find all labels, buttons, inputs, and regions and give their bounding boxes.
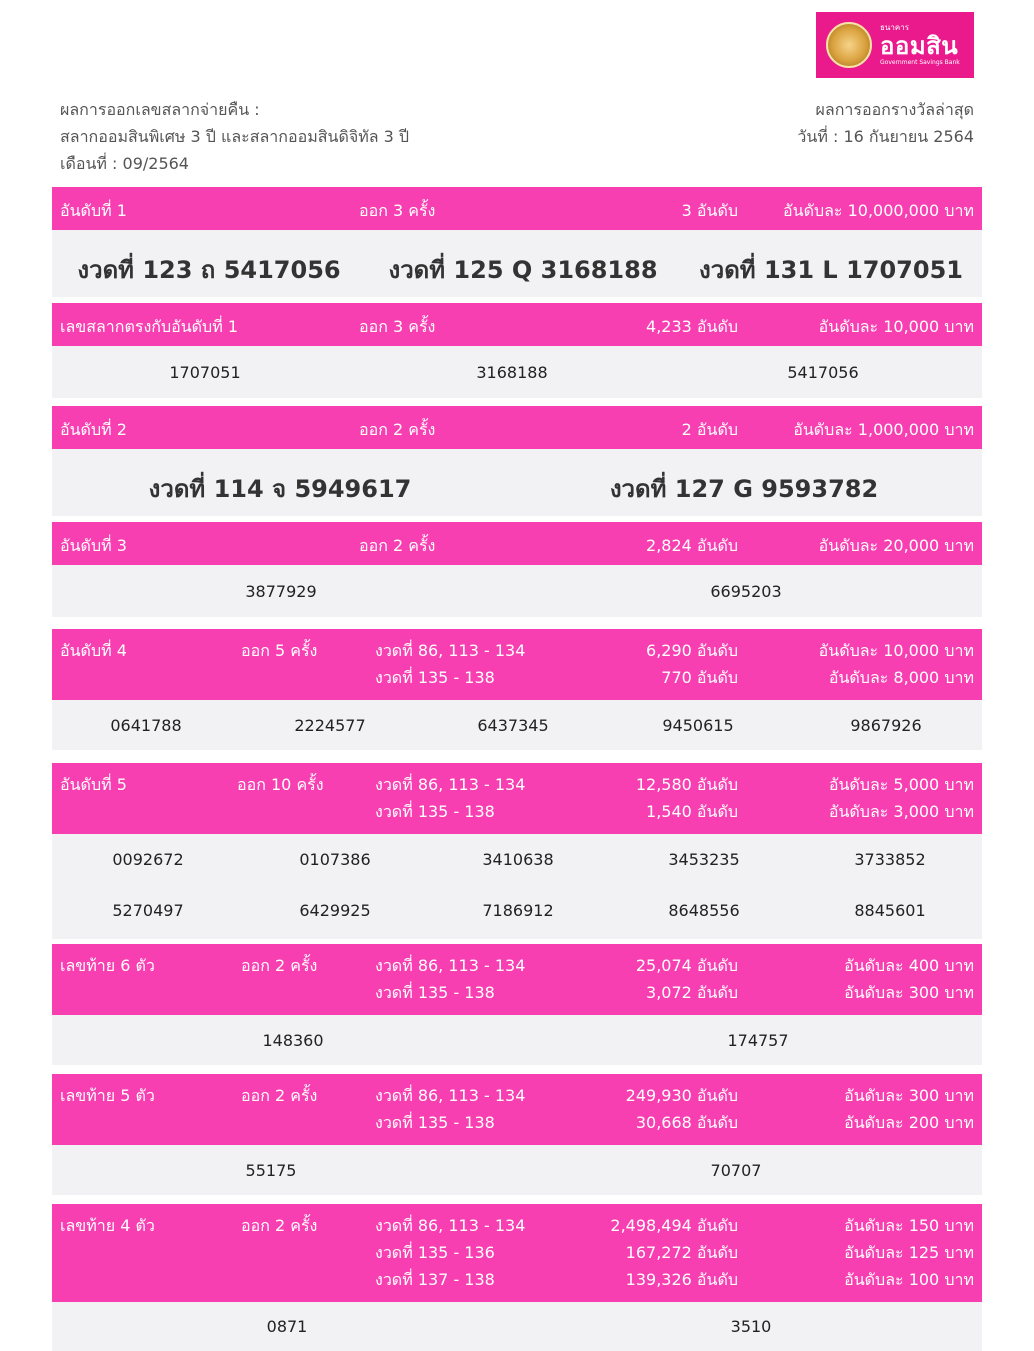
period-line: งวดที่ 137 - 138 [375,1270,495,1289]
count-line: 30,668 อันดับ [635,1113,738,1132]
winning-number: 0641788 [110,716,182,735]
winning-number: งวดที่ 125 Q 3168188 [388,256,658,284]
draw-times: ออก 2 ครั้ง [241,1216,318,1235]
winner-counts [646,637,738,691]
winner-count: 4,233 อันดับ [646,317,738,336]
draw-periods [375,952,525,1006]
last-6-section [52,944,982,1065]
prize-amounts [844,1082,974,1136]
amount-line: อันดับละ 8,000 บาท [828,668,974,687]
amount-line: อันดับละ 150 บาท [844,1216,974,1235]
last-5-section [52,1074,982,1195]
period-line: งวดที่ 135 - 138 [375,802,495,821]
winning-number: 6429925 [299,901,371,920]
winning-number: 55175 [245,1161,297,1180]
draw-times: ออก 2 ครั้ง [359,536,436,555]
prize-amounts [844,1212,974,1293]
prize-2-section [52,406,982,516]
prize-title: อันดับที่ 4 [60,641,127,660]
amount-line: อันดับละ 200 บาท [844,1113,974,1132]
prize-4-numbers [52,700,982,750]
match-1-numbers [52,346,982,398]
prize-4-section [52,629,982,750]
count-line: 2,498,494 อันดับ [610,1216,738,1235]
count-line: 25,074 อันดับ [635,956,738,975]
draw-times: ออก 2 ครั้ง [359,420,436,439]
winning-number: 0092672 [112,850,184,869]
winning-number: 148360 [262,1031,324,1050]
prize-2-header [52,406,982,449]
winning-number: 9450615 [662,716,734,735]
draw-times: ออก 3 ครั้ง [359,201,436,220]
prize-amounts [829,771,974,825]
period-line: งวดที่ 135 - 138 [375,983,495,1002]
logo-english: Government Savings Bank [880,59,960,66]
winning-number: งวดที่ 123 ถ 5417056 [77,256,341,284]
result-info [60,96,409,177]
count-line: 139,326 อันดับ [625,1270,738,1289]
draw-times: ออก 2 ครั้ง [241,956,318,975]
prize-5-header [52,763,982,834]
amount-line: อันดับละ 5,000 บาท [828,775,974,794]
draw-times: ออก 5 ครั้ง [241,641,318,660]
winning-number: 8845601 [854,901,926,920]
draw-periods [375,1082,525,1136]
winning-number: 70707 [710,1161,762,1180]
winning-number: งวดที่ 131 L 1707051 [699,256,963,284]
period-line: งวดที่ 86, 113 - 134 [375,1216,526,1235]
amount-line: อันดับละ 400 บาท [844,956,974,975]
draw-date: วันที่ : 16 กันยายน 2564 [797,127,974,146]
period-line: งวดที่ 86, 113 - 134 [375,775,526,794]
winning-number: 3877929 [245,582,317,601]
draw-month: เดือนที่ : 09/2564 [60,154,189,173]
winning-number: 3410638 [482,850,554,869]
winning-number: 2224577 [294,716,366,735]
winner-counts [626,1082,738,1136]
prize-title: อันดับที่ 1 [60,201,127,220]
prize-3-header [52,522,982,565]
count-line: 1,540 อันดับ [646,802,738,821]
last-6-numbers [52,1015,982,1065]
winning-number: 0107386 [299,850,371,869]
last-4-section [52,1204,982,1351]
draw-times: ออก 10 ครั้ง [237,775,324,794]
prize-5-section [52,763,982,939]
winning-number: 3733852 [854,850,926,869]
match-1-section [52,303,982,398]
logo-small-text: ธนาคาร [880,23,909,32]
prize-amount: อันดับละ 10,000,000 บาท [783,201,974,220]
amount-line: อันดับละ 3,000 บาท [828,802,974,821]
winning-number: งวดที่ 127 G 9593782 [609,475,879,503]
draw-periods [375,1212,525,1293]
winning-number: 174757 [727,1031,789,1050]
period-line: งวดที่ 86, 113 - 134 [375,641,526,660]
amount-line: อันดับละ 10,000 บาท [818,641,974,660]
winning-number: 5270497 [112,901,184,920]
winning-number: 3510 [730,1317,772,1336]
last-4-numbers [52,1302,982,1351]
winning-number: 6695203 [710,582,782,601]
prize-2-numbers [52,449,982,516]
last-6-header [52,944,982,1015]
prize-amount: อันดับละ 1,000,000 บาท [793,420,974,439]
period-line: งวดที่ 135 - 136 [375,1243,495,1262]
count-line: 3,072 อันดับ [646,983,738,1002]
prize-1-numbers [52,230,982,297]
amount-line: อันดับละ 300 บาท [844,983,974,1002]
winner-count: 2,824 อันดับ [646,536,738,555]
period-line: งวดที่ 135 - 138 [375,668,495,687]
logo-title: ออมสิน [880,32,959,60]
draw-times: ออก 2 ครั้ง [241,1086,318,1105]
winning-number: งวดที่ 114 จ 5949617 [148,475,412,503]
draw-periods [375,637,525,691]
bank-seal-icon [826,22,872,68]
winning-number: 6437345 [477,716,549,735]
prize-amount: อันดับละ 10,000 บาท [818,317,974,336]
winner-count: 2 อันดับ [681,420,738,439]
winner-counts [636,952,738,1006]
count-line: 167,272 อันดับ [625,1243,738,1262]
prize-3-section [52,522,982,617]
winner-counts [610,1212,738,1293]
count-line: 249,930 อันดับ [625,1086,738,1105]
draw-periods [375,771,525,825]
count-line: 12,580 อันดับ [635,775,738,794]
prize-title: อันดับที่ 3 [60,536,127,555]
prize-3-numbers [52,565,982,617]
prize-4-header [52,629,982,700]
winning-number: 7186912 [482,901,554,920]
winner-count: 3 อันดับ [681,201,738,220]
count-line: 770 อันดับ [661,668,738,687]
gsb-logo [816,12,974,78]
winning-number: 9867926 [850,716,922,735]
prize-5-numbers [52,834,982,939]
latest-info [797,96,974,150]
amount-line: อันดับละ 125 บาท [844,1243,974,1262]
prize-title: เลขสลากตรงกับอันดับที่ 1 [60,317,238,336]
prize-title: อันดับที่ 5 [60,775,127,794]
prize-amounts [819,637,974,691]
winning-number: 8648556 [668,901,740,920]
lottery-type: สลากออมสินพิเศษ 3 ปี และสลากออมสินดิจิทัล 3 ปี [60,127,410,146]
amount-line: อันดับละ 300 บาท [844,1086,974,1105]
prize-title: เลขท้าย 4 ตัว [60,1216,155,1235]
period-line: งวดที่ 135 - 138 [375,1113,495,1132]
last-4-header [52,1204,982,1302]
winning-number: 5417056 [787,363,859,382]
result-label: ผลการออกเลขสลากจ่ายคืน : [60,100,260,119]
match-1-header [52,303,982,346]
period-line: งวดที่ 86, 113 - 134 [375,956,526,975]
count-line: 6,290 อันดับ [646,641,738,660]
winning-number: 3168188 [476,363,548,382]
last-5-numbers [52,1145,982,1195]
prize-title: เลขท้าย 6 ตัว [60,956,155,975]
latest-label: ผลการออกรางวัลล่าสุด [815,100,974,119]
prize-amount: อันดับละ 20,000 บาท [818,536,974,555]
winner-counts [636,771,738,825]
draw-times: ออก 3 ครั้ง [359,317,436,336]
last-5-header [52,1074,982,1145]
period-line: งวดที่ 86, 113 - 134 [375,1086,526,1105]
prize-1-section [52,187,982,297]
amount-line: อันดับละ 100 บาท [844,1270,974,1289]
winning-number: 0871 [266,1317,308,1336]
prize-title: อันดับที่ 2 [60,420,127,439]
prize-title: เลขท้าย 5 ตัว [60,1086,155,1105]
prize-amounts [844,952,974,1006]
winning-number: 3453235 [668,850,740,869]
winning-number: 1707051 [169,363,241,382]
prize-1-header [52,187,982,230]
